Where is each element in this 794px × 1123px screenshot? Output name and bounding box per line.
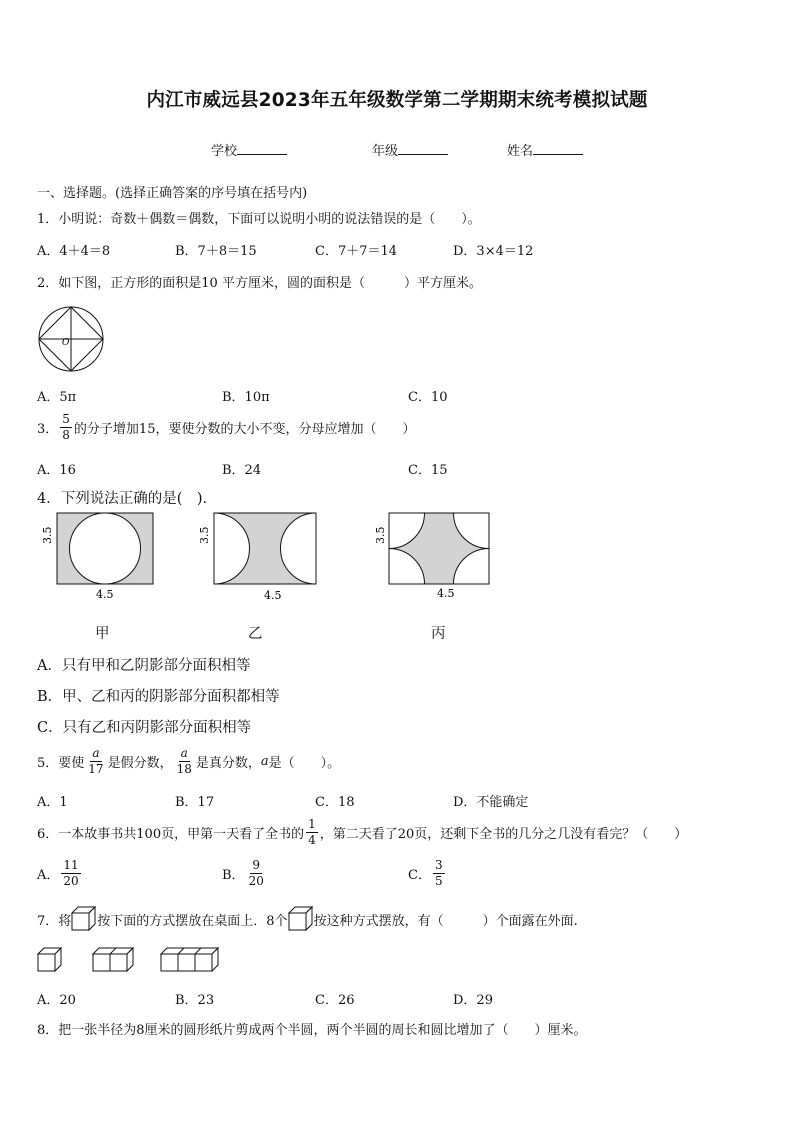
q6-a-fraction bbox=[61, 858, 80, 889]
q6-a-numerator: 11 bbox=[63, 858, 79, 872]
q6-denominator: 4 bbox=[308, 833, 316, 847]
section-heading: 一、选择题。(选择正确答案的序号填在括号内) bbox=[37, 186, 308, 201]
jia-side-label: 3.5 bbox=[41, 526, 54, 544]
q5-text-2: 是假分数， bbox=[107, 756, 173, 771]
label-jia: 甲 bbox=[95, 626, 110, 642]
q3-text: 的分子增加15，要使分数的大小不变，分母应增加（ ） bbox=[73, 422, 416, 437]
label-bing: 丙 bbox=[431, 626, 446, 642]
circle-square-figure bbox=[36, 304, 106, 374]
q5-text-4: 是（ ）。 bbox=[268, 756, 341, 771]
q5-f2-denominator: 18 bbox=[176, 762, 192, 776]
q3-option-b[interactable]: B．24 bbox=[222, 463, 262, 478]
q4-option-b[interactable]: B．甲、乙和丙的阴影部分面积都相等 bbox=[37, 689, 280, 705]
q5-option-b[interactable]: B．17 bbox=[175, 795, 215, 810]
page-title: 内江市威远县2023年五年级数学第二学期期末统考模拟试题 bbox=[146, 90, 648, 111]
q6-c-label: C． bbox=[408, 868, 431, 883]
q5-stem bbox=[37, 746, 340, 777]
q5-text-1: 5．要使 bbox=[37, 756, 85, 771]
school-blank[interactable] bbox=[237, 142, 287, 155]
label-yi: 乙 bbox=[248, 626, 263, 642]
school-field bbox=[211, 140, 287, 159]
q4-option-c[interactable]: C．只有乙和丙阴影部分面积相等 bbox=[37, 720, 252, 736]
q8-stem: 8．把一张半径为8厘米的圆形纸片剪成两个半圆，两个半圆的周长和圆比增加了（ ）厘米。 bbox=[37, 1023, 587, 1038]
q6-numerator: 1 bbox=[308, 817, 316, 831]
q6-option-a[interactable] bbox=[37, 858, 83, 889]
grade-field bbox=[372, 140, 448, 159]
q3-fraction bbox=[60, 412, 72, 443]
q3-option-a[interactable]: A．16 bbox=[37, 463, 76, 478]
name-label: 姓名 bbox=[507, 144, 534, 159]
q7-option-c[interactable]: C．26 bbox=[315, 993, 355, 1008]
q6-c-numerator: 3 bbox=[434, 858, 443, 872]
q2-option-b[interactable]: B．10π bbox=[222, 390, 270, 405]
q1-option-c[interactable]: C．7＋7＝14 bbox=[315, 244, 398, 259]
q6-a-denominator: 20 bbox=[63, 874, 79, 888]
q7-text-2: 按下面的方式摆放在桌面上．8个 bbox=[97, 913, 288, 929]
q3-number: 3． bbox=[37, 422, 59, 437]
q3-numerator: 5 bbox=[62, 412, 70, 426]
yi-bottom-label: 4.5 bbox=[264, 589, 282, 602]
q7-stem bbox=[37, 906, 578, 932]
q3-option-c[interactable]: C．15 bbox=[408, 463, 448, 478]
q6-stem bbox=[37, 817, 687, 848]
q5-option-a[interactable]: A．1 bbox=[37, 795, 68, 810]
q5-fraction-1 bbox=[86, 746, 105, 777]
q5-variable: a bbox=[260, 754, 269, 769]
q5-f2-numerator: a bbox=[180, 746, 188, 760]
q7-option-a[interactable]: A．20 bbox=[37, 993, 76, 1008]
q7-text-1: 7．将 bbox=[37, 913, 72, 929]
jia-bottom-label: 4.5 bbox=[96, 588, 114, 601]
bing-side-label: 3.5 bbox=[374, 526, 387, 544]
q3-stem bbox=[37, 412, 415, 443]
cube-group-3 bbox=[161, 948, 218, 971]
figure-jia bbox=[38, 510, 163, 606]
q3-denominator: 8 bbox=[62, 428, 70, 442]
q6-b-numerator: 9 bbox=[252, 858, 261, 872]
q6-c-fraction bbox=[433, 858, 445, 889]
q5-option-d[interactable]: D．不能确定 bbox=[453, 795, 529, 810]
q5-text-3: 是真分数， bbox=[195, 756, 261, 771]
q4-stem: 4．下列说法正确的是( )． bbox=[37, 491, 218, 507]
q2-option-c[interactable]: C．10 bbox=[408, 390, 448, 405]
q6-option-b[interactable] bbox=[222, 858, 268, 889]
q6-b-fraction bbox=[247, 858, 266, 889]
q1-option-d[interactable]: D．3×4＝12 bbox=[453, 244, 534, 259]
q1-option-b[interactable]: B．7＋8＝15 bbox=[175, 244, 257, 259]
grade-label: 年级 bbox=[372, 144, 399, 159]
name-blank[interactable] bbox=[533, 142, 583, 155]
figure-yi bbox=[194, 510, 324, 606]
q4-option-a[interactable]: A．只有甲和乙阴影部分面积相等 bbox=[37, 658, 251, 674]
cube-icon bbox=[288, 906, 314, 932]
figure-bing bbox=[371, 510, 501, 606]
q7-option-b[interactable]: B．23 bbox=[175, 993, 215, 1008]
center-label: O bbox=[62, 338, 70, 348]
q5-fraction-2 bbox=[175, 746, 194, 777]
q1-option-a[interactable]: A．4＋4＝8 bbox=[37, 244, 111, 259]
yi-side-label: 3.5 bbox=[198, 526, 211, 544]
cube-group-1 bbox=[38, 948, 61, 971]
q6-b-denominator: 20 bbox=[248, 874, 264, 888]
q1-stem: 1．小明说：奇数＋偶数＝偶数，下面可以说明小明的说法错误的是（ ）。 bbox=[37, 212, 481, 227]
cube-group-2 bbox=[93, 948, 133, 971]
grade-blank[interactable] bbox=[398, 142, 448, 155]
q5-f1-numerator: a bbox=[92, 746, 100, 760]
q7-option-d[interactable]: D．29 bbox=[453, 993, 493, 1008]
q6-a-label: A． bbox=[37, 868, 60, 883]
q7-text-3: 按这种方式摆放，有（ ）个面露在外面. bbox=[313, 913, 578, 929]
q6-b-label: B． bbox=[222, 868, 245, 883]
q6-fraction bbox=[306, 817, 318, 848]
q6-c-denominator: 5 bbox=[434, 874, 443, 888]
q6-text-2: ，第二天看了20页，还剩下全书的几分之几没有看完？（ ） bbox=[319, 827, 688, 842]
cube-icon bbox=[71, 906, 97, 932]
school-label: 学校 bbox=[211, 144, 238, 159]
q5-option-c[interactable]: C．18 bbox=[315, 795, 355, 810]
name-field bbox=[507, 140, 583, 159]
q5-f1-denominator: 17 bbox=[88, 762, 104, 776]
bing-bottom-label: 4.5 bbox=[437, 587, 455, 600]
q6-option-c[interactable] bbox=[408, 858, 447, 889]
cube-arrangement-figure bbox=[37, 947, 237, 973]
q6-text-1: 6．一本故事书共100页，甲第一天看了全书的 bbox=[37, 827, 305, 842]
q2-option-a[interactable]: A．5π bbox=[37, 390, 77, 405]
q2-stem: 2．如下图，正方形的面积是10 平方厘米，圆的面积是（ ）平方厘米。 bbox=[37, 276, 482, 291]
